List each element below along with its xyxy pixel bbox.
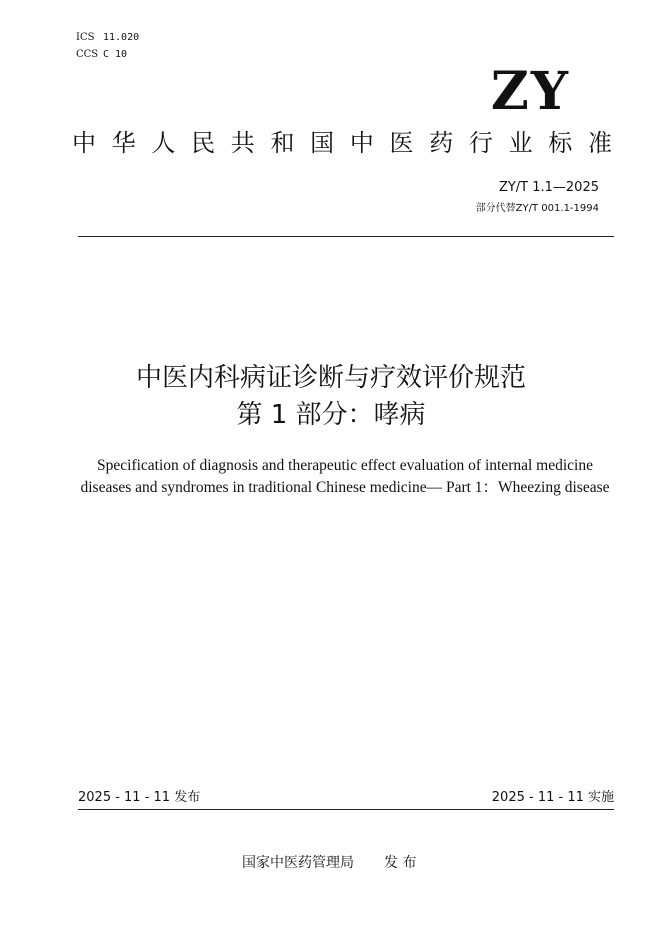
standard-type-char: 国 <box>310 129 335 157</box>
ics-label: ICS <box>76 32 95 43</box>
standard-type-char: 民 <box>191 129 216 157</box>
standard-type-char: 中 <box>349 129 374 157</box>
standard-type-char: 医 <box>389 129 414 157</box>
standard-type-char: 药 <box>429 129 454 157</box>
standard-type-char: 和 <box>270 129 295 157</box>
top-divider <box>78 236 614 237</box>
standard-type-char: 准 <box>587 129 612 157</box>
standard-type-char: 行 <box>468 129 493 157</box>
standard-type-char: 共 <box>230 129 255 157</box>
standard-number: ZY/T 1.1—2025 <box>498 180 599 195</box>
title-en-line2: diseases and syndromes in traditional Chinese medicine— Part 1：Wheezing disease <box>80 479 610 496</box>
standard-type-char: 人 <box>151 129 176 157</box>
standard-type-char: 中 <box>72 129 96 157</box>
ccs-label: CCS <box>76 49 99 60</box>
replaces-note: 部分代替ZY/T 001.1-1994 <box>475 203 599 214</box>
standard-type-char: 标 <box>548 129 573 157</box>
title-cn-line2: 第 1 部分：哮病 <box>236 400 426 430</box>
standard-type-title <box>72 126 612 160</box>
standard-type-char: 华 <box>111 129 136 157</box>
ccs-value: C 10 <box>103 49 128 60</box>
ics-code <box>76 32 139 44</box>
standard-type-char: 业 <box>508 129 533 157</box>
issuer <box>242 853 416 873</box>
ccs-code <box>76 49 127 61</box>
issue-date: 2025 - 11 - 11 发布 <box>78 790 201 805</box>
issuer-name: 国家中医药管理局 <box>242 855 354 871</box>
title-cn-line1: 中医内科病证诊断与疗效评价规范 <box>135 363 526 393</box>
issuer-action: 发 布 <box>384 855 417 871</box>
ics-value: 11.020 <box>103 32 140 43</box>
title-en-line1: Specification of diagnosis and therapeutic effect evaluation of internal medicine <box>97 457 593 474</box>
bottom-divider <box>78 809 614 810</box>
standard-logo: ZY <box>490 61 570 122</box>
implement-date: 2025 - 11 - 11 实施 <box>491 790 614 805</box>
